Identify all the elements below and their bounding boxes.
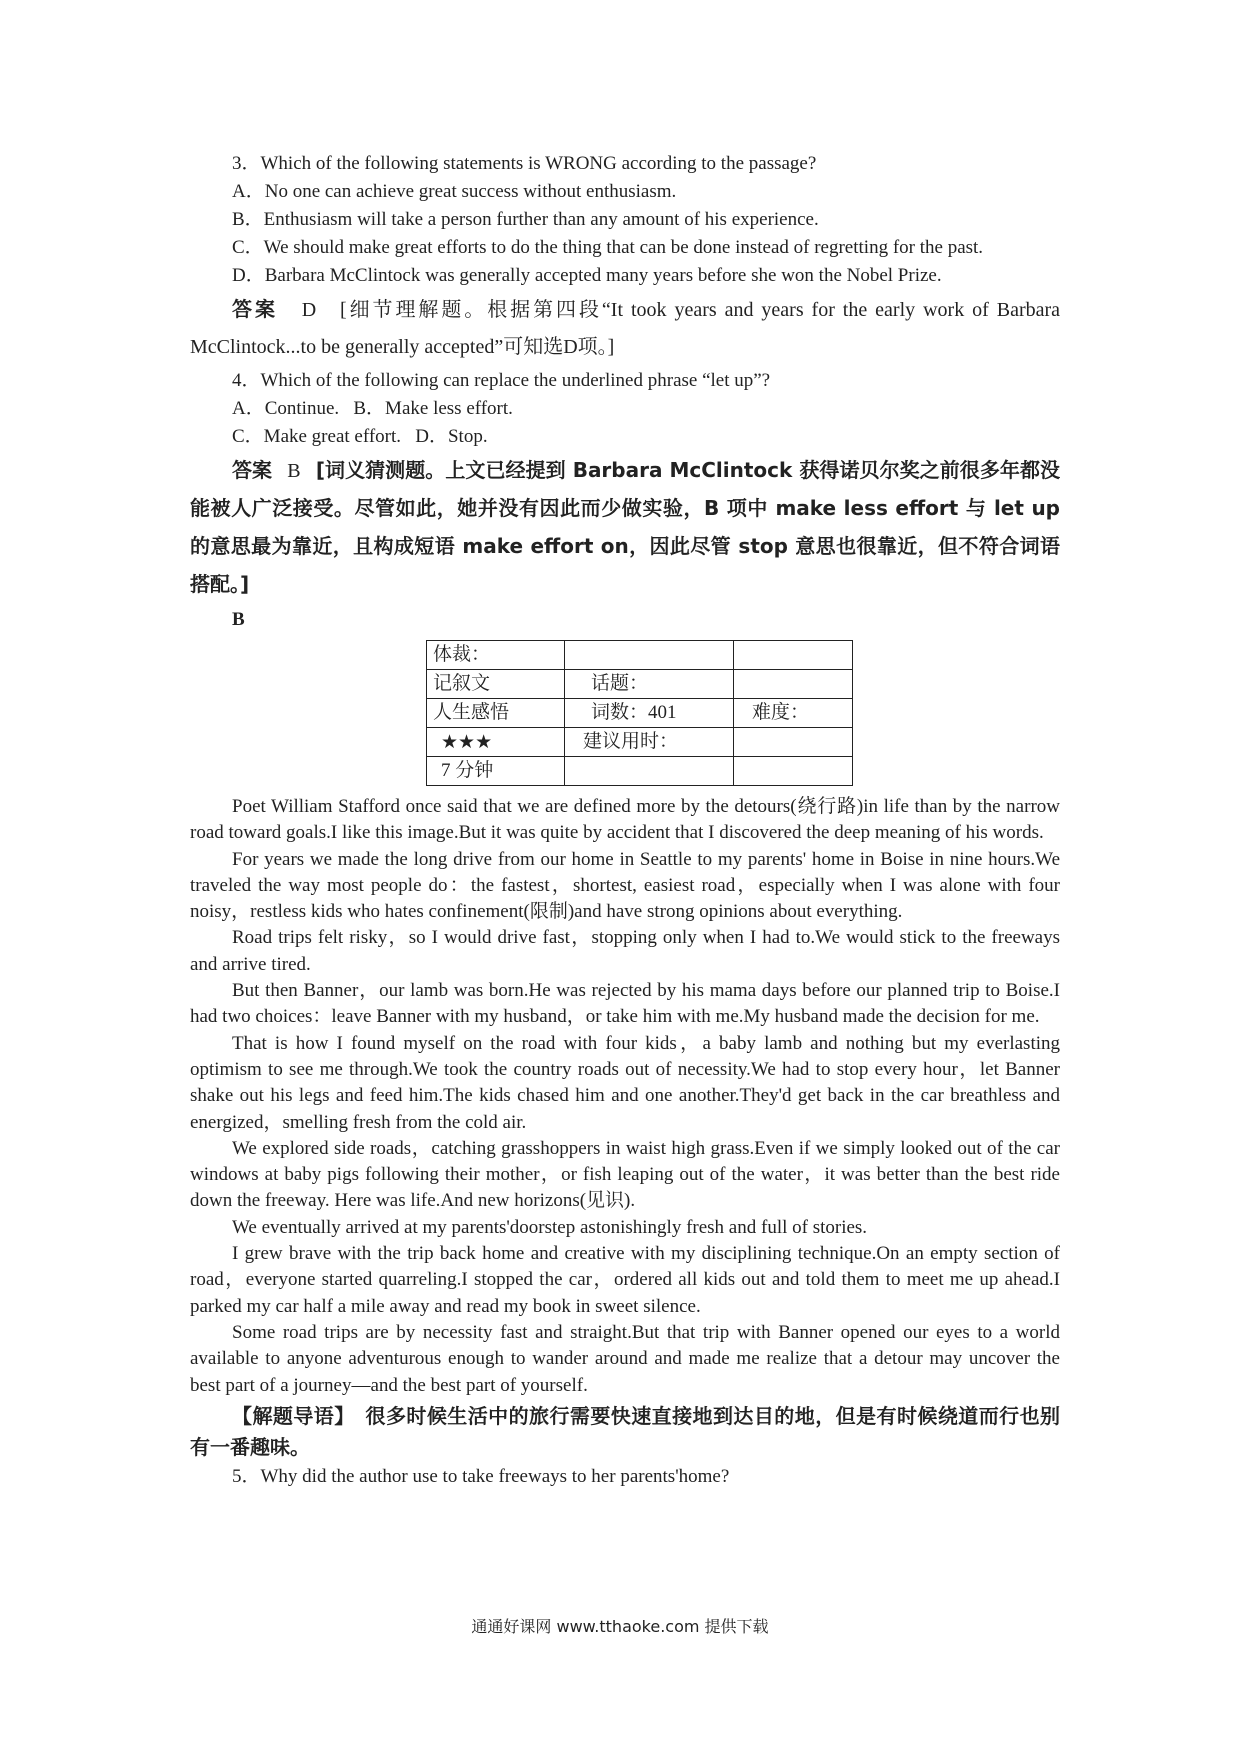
table-cell xyxy=(565,757,734,786)
answer-label: 答案 xyxy=(232,458,273,482)
q4-answer xyxy=(190,452,1060,604)
table-cell xyxy=(734,728,853,757)
table-cell: 词数：401 xyxy=(565,699,734,728)
table-cell: ★★★ xyxy=(427,728,565,757)
q3-option-c: C．We should make great efforts to do the thing that can be done instead of regretting for the past. xyxy=(232,237,984,258)
table-row xyxy=(427,728,853,757)
passage-paragraph: I grew brave with the trip back home and creative with my disciplining technique.On an empty section of road，everyone started quarreling.I stopped the car，ordered all kids out and told them to meet me up ahead.I parked my car half a mile away and read my book in sweet silence. xyxy=(190,1243,1060,1317)
table-cell: 体裁： xyxy=(427,641,565,670)
passage-paragraph: We explored side roads，catching grasshoppers in waist high grass.Even if we simply looked out of the car windows at baby pigs following their mother，or fish leaping out of the water，it was better than the best ride down the freeway. Here was life.And new horizons(见识). xyxy=(190,1137,1060,1212)
reading-passage xyxy=(190,794,1060,1399)
info-table-wrapper xyxy=(190,640,1060,786)
q4-options-row-2: C．Make great effort. D．Stop. xyxy=(232,426,488,447)
table-row xyxy=(427,757,853,786)
page-footer: 通通好课网 www.tthaoke.com 提供下载 xyxy=(471,1617,769,1636)
passage-paragraph: Some road trips are by necessity fast and straight.But that trip with Banner opened our eyes to a world available to anyone adventurous enough to wander around and made me realize that a detour may uncover the best part of a journey—and the best part of yourself. xyxy=(190,1321,1060,1396)
passage-paragraph: For years we made the long drive from our home in Seattle to my parents' home in Boise in nine hours.We traveled the way most people do：the fastest，shortest, easiest road，especially when I was alone with four noisy，restless kids who hates confinement(限制)and have strong opinions about everything. xyxy=(190,848,1060,923)
table-cell: 建议用时： xyxy=(565,728,734,757)
q4-options-row-1: A．Continue. B．Make less effort. xyxy=(232,398,513,419)
document-page xyxy=(190,150,1060,1491)
table-cell xyxy=(565,641,734,670)
table-cell: 难度： xyxy=(734,699,853,728)
table-cell: 7 分钟 xyxy=(427,757,565,786)
table-cell: 记叙文 xyxy=(427,670,565,699)
guide-text: 很多时候生活中的旅行需要快速直接地到达目的地，但是有时候绕道而行也别有一番趣味。 xyxy=(190,1403,1061,1459)
answer-explanation: [细节理解题。根据第四段“It took years and years for the early work of Barbara McClintock...to be generally accepted”可知选D项。] xyxy=(190,299,1061,358)
table-row xyxy=(427,641,853,670)
guide-note xyxy=(190,1401,1060,1463)
answer-choice: D xyxy=(301,299,317,321)
passage-paragraph: Road trips felt risky，so I would drive fast，stopping only when I had to.We would stick to the freeways and arrive tired. xyxy=(190,927,1060,975)
answer-choice: B xyxy=(287,460,301,482)
section-heading: B xyxy=(232,609,245,630)
question-5: 5．Why did the author use to take freeways to her parents'home? xyxy=(232,1465,730,1487)
answer-label: 答案 xyxy=(232,297,278,321)
table-cell xyxy=(734,641,853,670)
table-cell xyxy=(734,757,853,786)
q3-option-d: D．Barbara McClintock was generally accepted many years before she won the Nobel Prize. xyxy=(232,265,942,286)
passage-paragraph: But then Banner，our lamb was born.He was rejected by his mama days before our planned trip to Boise.I had two choices：leave Banner with my husband，or take him with me.My husband made the decision for me. xyxy=(190,980,1060,1028)
q3-answer xyxy=(190,291,1060,366)
question-4: 4．Which of the following can replace the underlined phrase “let up”? xyxy=(232,370,771,391)
table-cell: 人生感悟 xyxy=(427,699,565,728)
passage-paragraph: We eventually arrived at my parents'doorstep astonishingly fresh and full of stories. xyxy=(232,1216,868,1238)
info-table xyxy=(426,640,853,786)
question-3: 3．Which of the following statements is WRONG according to the passage? xyxy=(232,153,817,174)
guide-label: 【解题导语】 xyxy=(232,1403,355,1428)
passage-paragraph: That is how I found myself on the road with four kids，a baby lamb and nothing but my everlasting optimism to see me through.We took the country roads out of necessity.We had to stop every hour，let Banner shake out his legs and feed him.The kids chased him and one another.They'd get back in the car breathless and energized，smelling fresh from the cold air. xyxy=(190,1032,1060,1133)
passage-paragraph: Poet William Stafford once said that we are defined more by the detours(绕行路)in life than by the narrow road toward goals.I like this image.But it was quite by accident that I discovered the deep meaning of his words. xyxy=(190,796,1060,844)
table-row xyxy=(427,699,853,728)
q3-option-b: B．Enthusiasm will take a person further than any amount of his experience. xyxy=(232,209,819,230)
table-cell xyxy=(734,670,853,699)
table-row xyxy=(427,670,853,699)
q3-option-a: A．No one can achieve great success without enthusiasm. xyxy=(232,181,677,202)
answer-explanation: [词义猜测题。上文已经提到 Barbara McClintock 获得诺贝尔奖之前很多年都没能被人广泛接受。尽管如此，她并没有因此而少做实验，B 项中 make less effort 与 let up 的意思最为靠近，且构成短语 make effort on，因此尽管 stop 意思也很靠近，但不符合词语搭配。] xyxy=(190,458,1061,596)
table-cell: 话题： xyxy=(565,670,734,699)
